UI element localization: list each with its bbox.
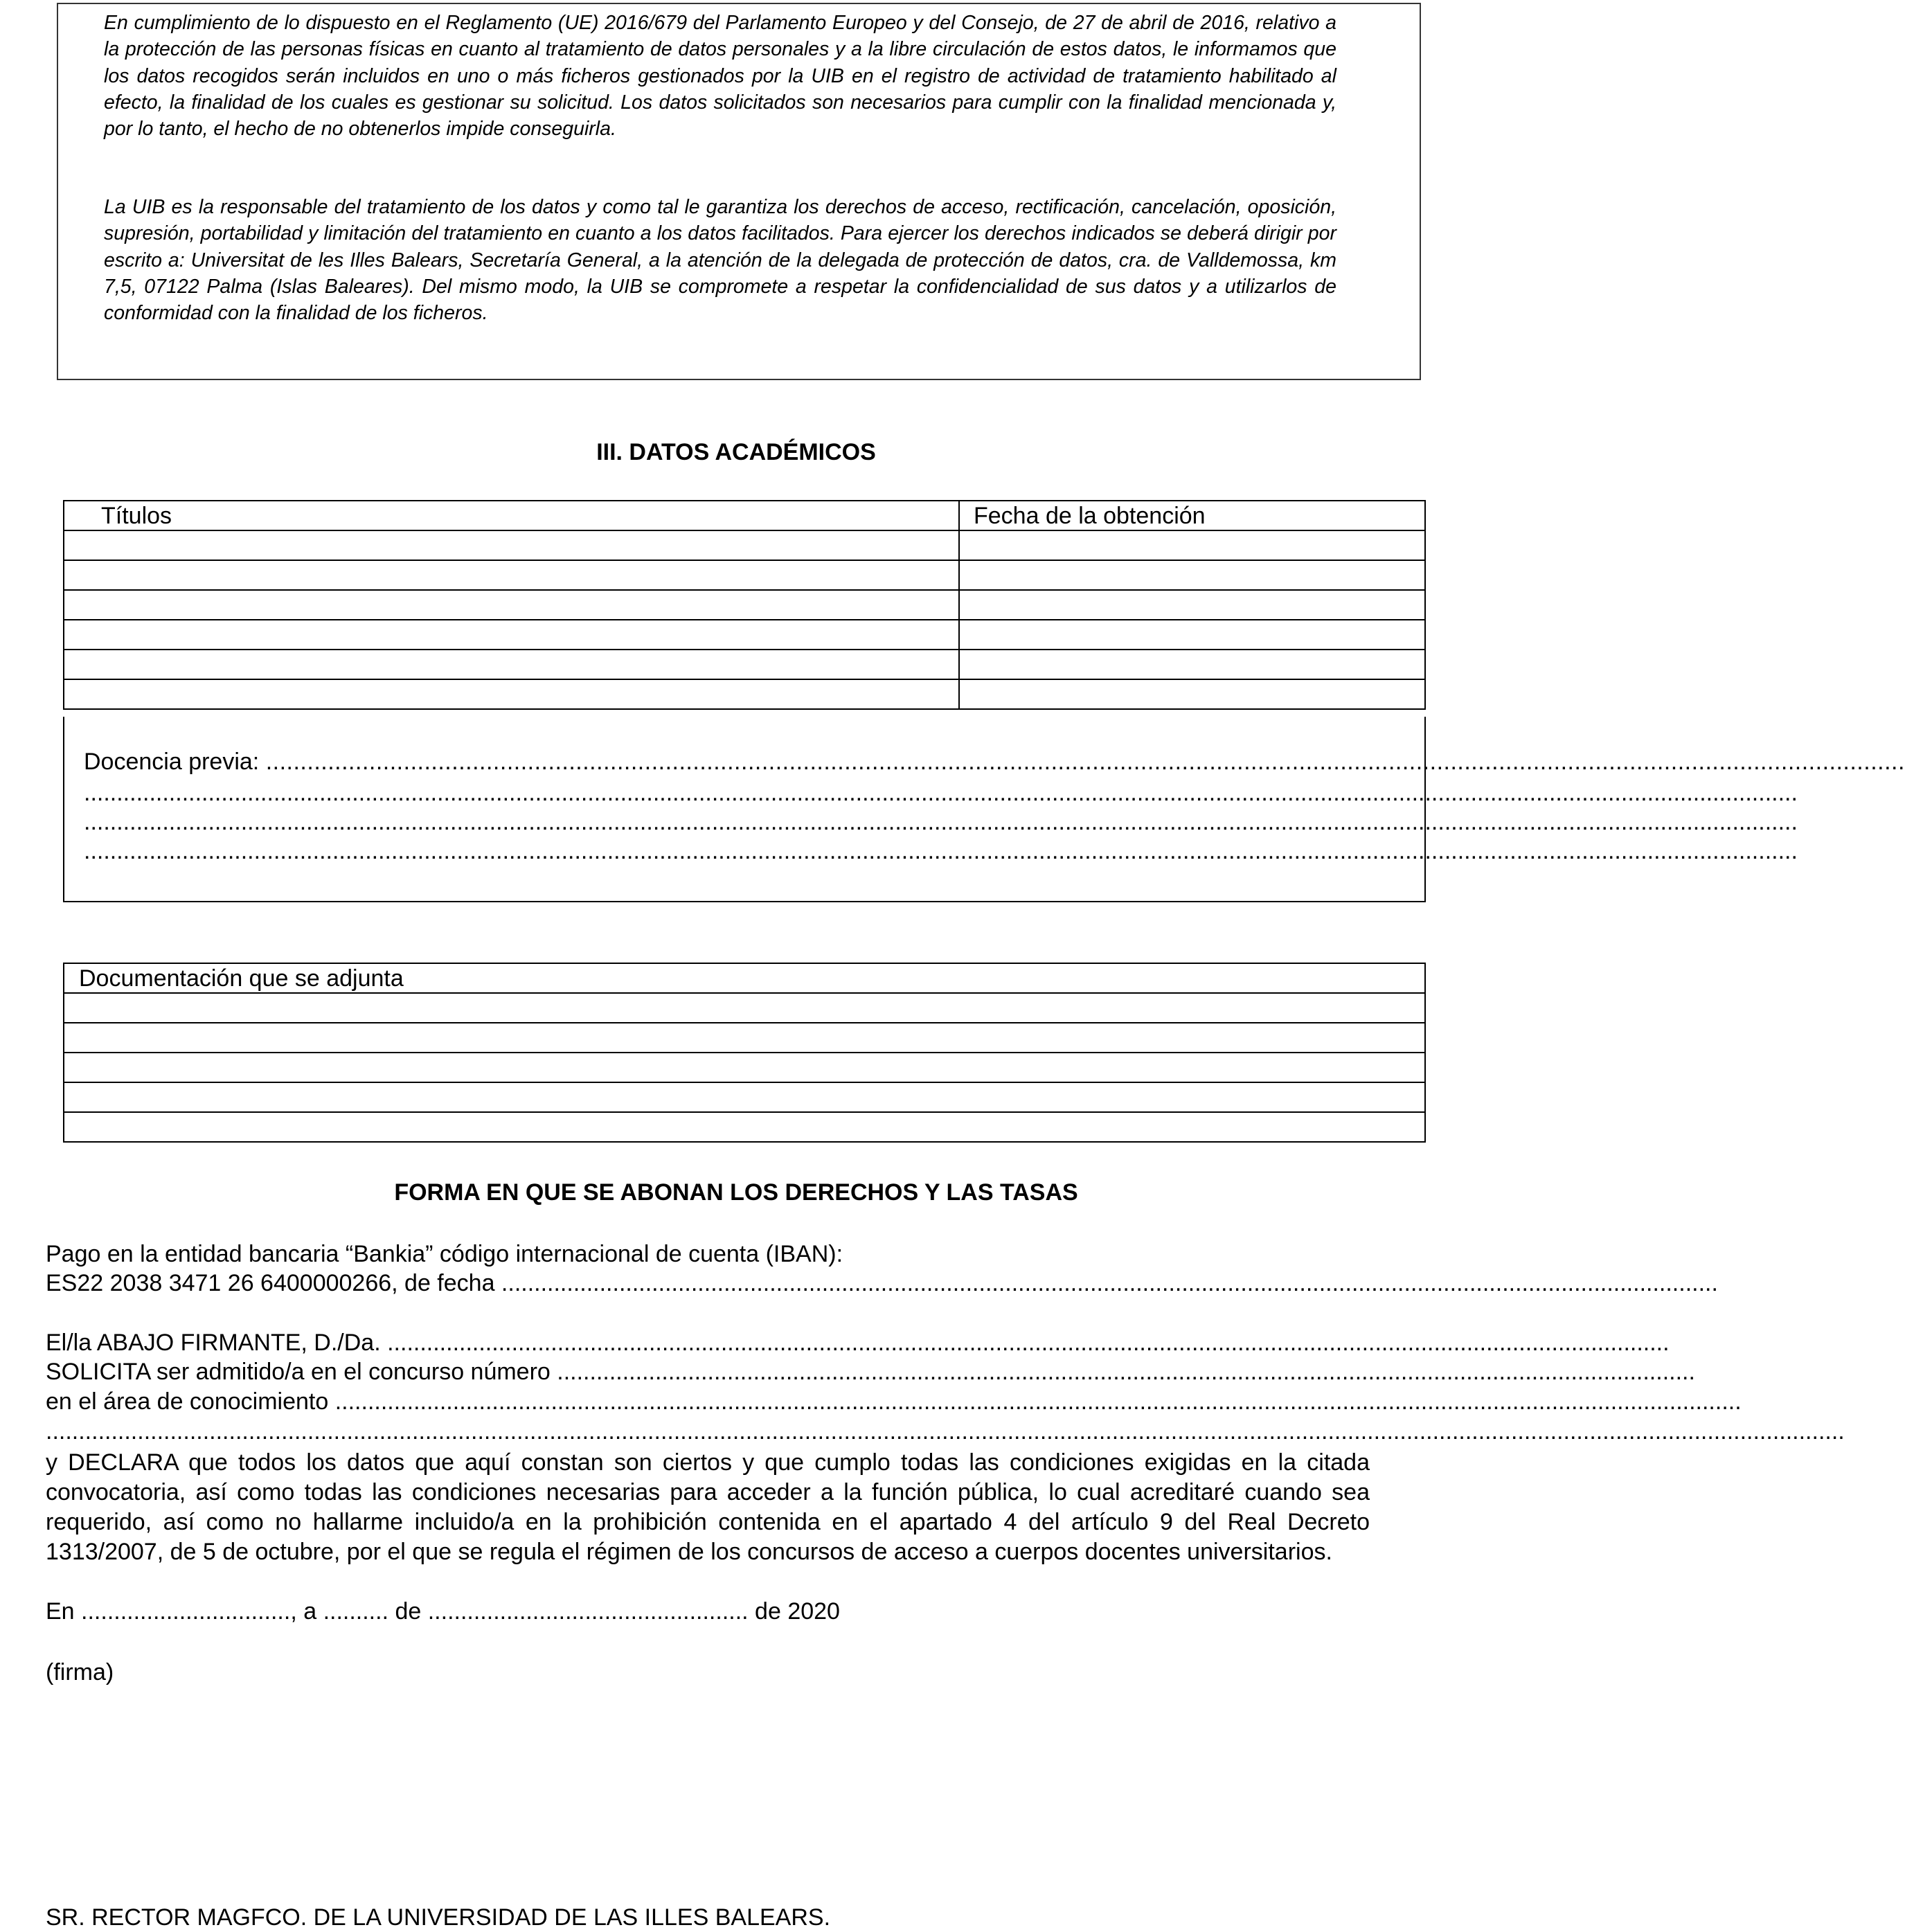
table-row <box>64 530 1425 560</box>
date-cell[interactable] <box>959 560 1425 590</box>
document-cell[interactable] <box>64 1082 1425 1112</box>
title-cell[interactable] <box>64 650 959 679</box>
title-cell[interactable] <box>64 620 959 650</box>
title-cell[interactable] <box>64 590 959 620</box>
payment-bank-line: Pago en la entidad bancaria “Bankia” código internacional de cuenta (IBAN): <box>46 1241 843 1267</box>
section-heading-datos-academicos: III. DATOS ACADÉMICOS <box>596 439 876 465</box>
column-header-documentacion: Documentación que se adjunta <box>64 963 1425 993</box>
title-cell[interactable] <box>64 679 959 709</box>
title-cell[interactable] <box>64 530 959 560</box>
date-cell[interactable] <box>959 650 1425 679</box>
titles-table <box>63 500 1426 710</box>
documentation-table <box>63 963 1426 1143</box>
area-conocimiento-line[interactable]: en el área de conocimiento ....................................................................................................................................................................................................................... <box>46 1388 1742 1415</box>
document-cell[interactable] <box>64 1023 1425 1053</box>
firmante-line[interactable]: El/la ABAJO FIRMANTE, D./Da. .................................................................................................................................................................................................... <box>46 1330 1670 1356</box>
table-row <box>64 1053 1425 1082</box>
table-row <box>64 590 1425 620</box>
docencia-previa-line[interactable] <box>84 748 1905 776</box>
docencia-dots: .............................................................................................................................................................................................................................................. <box>265 749 1905 775</box>
documentation-table-header <box>64 963 1425 993</box>
concurso-number-line[interactable]: SOLICITA ser admitido/a en el concurso número .............................................................................................................................................................................. <box>46 1359 1695 1385</box>
privacy-paragraph-2: La UIB es la responsable del tratamiento de los datos y como tal le garantiza los derechos de acceso, rectificación, cancelación, oposición, supresión, portabilidad y limitación del tratamiento en cuanto a los datos facilitados. Para ejercer los derechos indicados se deberá dirigir por escrito a: Universitat de les Illes Balears, Secretaría General, a la atención de la delegada de protección de datos, cra. de Valldemossa, km 7,5, 07122 Palma (Islas Baleares). Del mismo modo, la UIB se compromete a respetar la confidencialidad de sus datos y a utilizarlos de conformidad con la finalidad de los ficheros. <box>104 196 1336 325</box>
title-cell[interactable] <box>64 560 959 590</box>
table-row <box>64 679 1425 709</box>
document-cell[interactable] <box>64 1112 1425 1142</box>
table-row <box>64 1023 1425 1053</box>
docencia-dots-line[interactable]: ...................................................................................................................................................................................................................................................................... <box>84 838 1798 864</box>
document-cell[interactable] <box>64 1053 1425 1082</box>
payment-iban-date-line[interactable]: ES22 2038 3471 26 6400000266, de fecha .......................................................................................................................................................................................... <box>46 1270 1718 1296</box>
date-cell[interactable] <box>959 679 1425 709</box>
docencia-dots-line[interactable]: ...................................................................................................................................................................................................................................................................... <box>84 809 1798 835</box>
titles-table-header <box>64 501 1425 530</box>
table-row <box>64 650 1425 679</box>
document-cell[interactable] <box>64 993 1425 1023</box>
column-header-fecha: Fecha de la obtención <box>959 501 1425 530</box>
signature-label: (firma) <box>46 1659 114 1685</box>
area-dots-line[interactable]: ................................................................................................................................................................................................................................................................................... <box>46 1418 1845 1444</box>
date-cell[interactable] <box>959 590 1425 620</box>
privacy-paragraph-1: En cumplimiento de lo dispuesto en el Reglamento (UE) 2016/679 del Parlamento Europeo y del Consejo, de 27 de abril de 2016, relativo a la protección de las personas físicas en cuanto al tratamiento de datos personales y a la libre circulación de estos datos, le informamos que los datos recogidos serán incluidos en uno o más ficheros gestionados por la UIB en el registro de actividad de tratamiento habilitado al efecto, la finalidad de los cuales es gestionar su solicitud. Los datos solicitados son necesarios para cumplir con la finalidad mencionada y, por lo tanto, el hecho de no obtenerlos impide conseguirla. <box>104 12 1336 141</box>
section-heading-forma-pago: FORMA EN QUE SE ABONAN LOS DERECHOS Y LAS TASAS <box>394 1179 1078 1206</box>
place-date-line[interactable]: En ................................, a .......... de ................................................. de 2020 <box>46 1598 840 1625</box>
addressee-footer: SR. RECTOR MAGFCO. DE LA UNIVERSIDAD DE LAS ILLES BALEARS. <box>46 1904 831 1931</box>
docencia-previa-box <box>63 717 1905 902</box>
table-row <box>64 1112 1425 1142</box>
date-cell[interactable] <box>959 530 1425 560</box>
table-row <box>64 993 1425 1023</box>
table-row <box>64 1082 1425 1112</box>
table-row <box>64 560 1425 590</box>
declaration-paragraph: y DECLARA que todos los datos que aquí constan son ciertos y que cumplo todas las condiciones exigidas en la citada convocatoria, así como todas las condiciones necesarias para acceder a la función pública, lo cual acreditaré cuando sea requerido, así como no hallarme incluido/a en la prohibición contenida en el apartado 4 del artículo 9 del Real Decreto 1313/2007, de 5 de octubre, por el que se regula el régimen de los concursos de acceso a cuerpos docentes universitarios. <box>46 1449 1370 1565</box>
column-header-titulos: Títulos <box>64 501 959 530</box>
docencia-dots-line[interactable]: ...................................................................................................................................................................................................................................................................... <box>84 780 1798 806</box>
docencia-previa-label: Docencia previa: <box>84 749 260 775</box>
table-row <box>64 620 1425 650</box>
date-cell[interactable] <box>959 620 1425 650</box>
